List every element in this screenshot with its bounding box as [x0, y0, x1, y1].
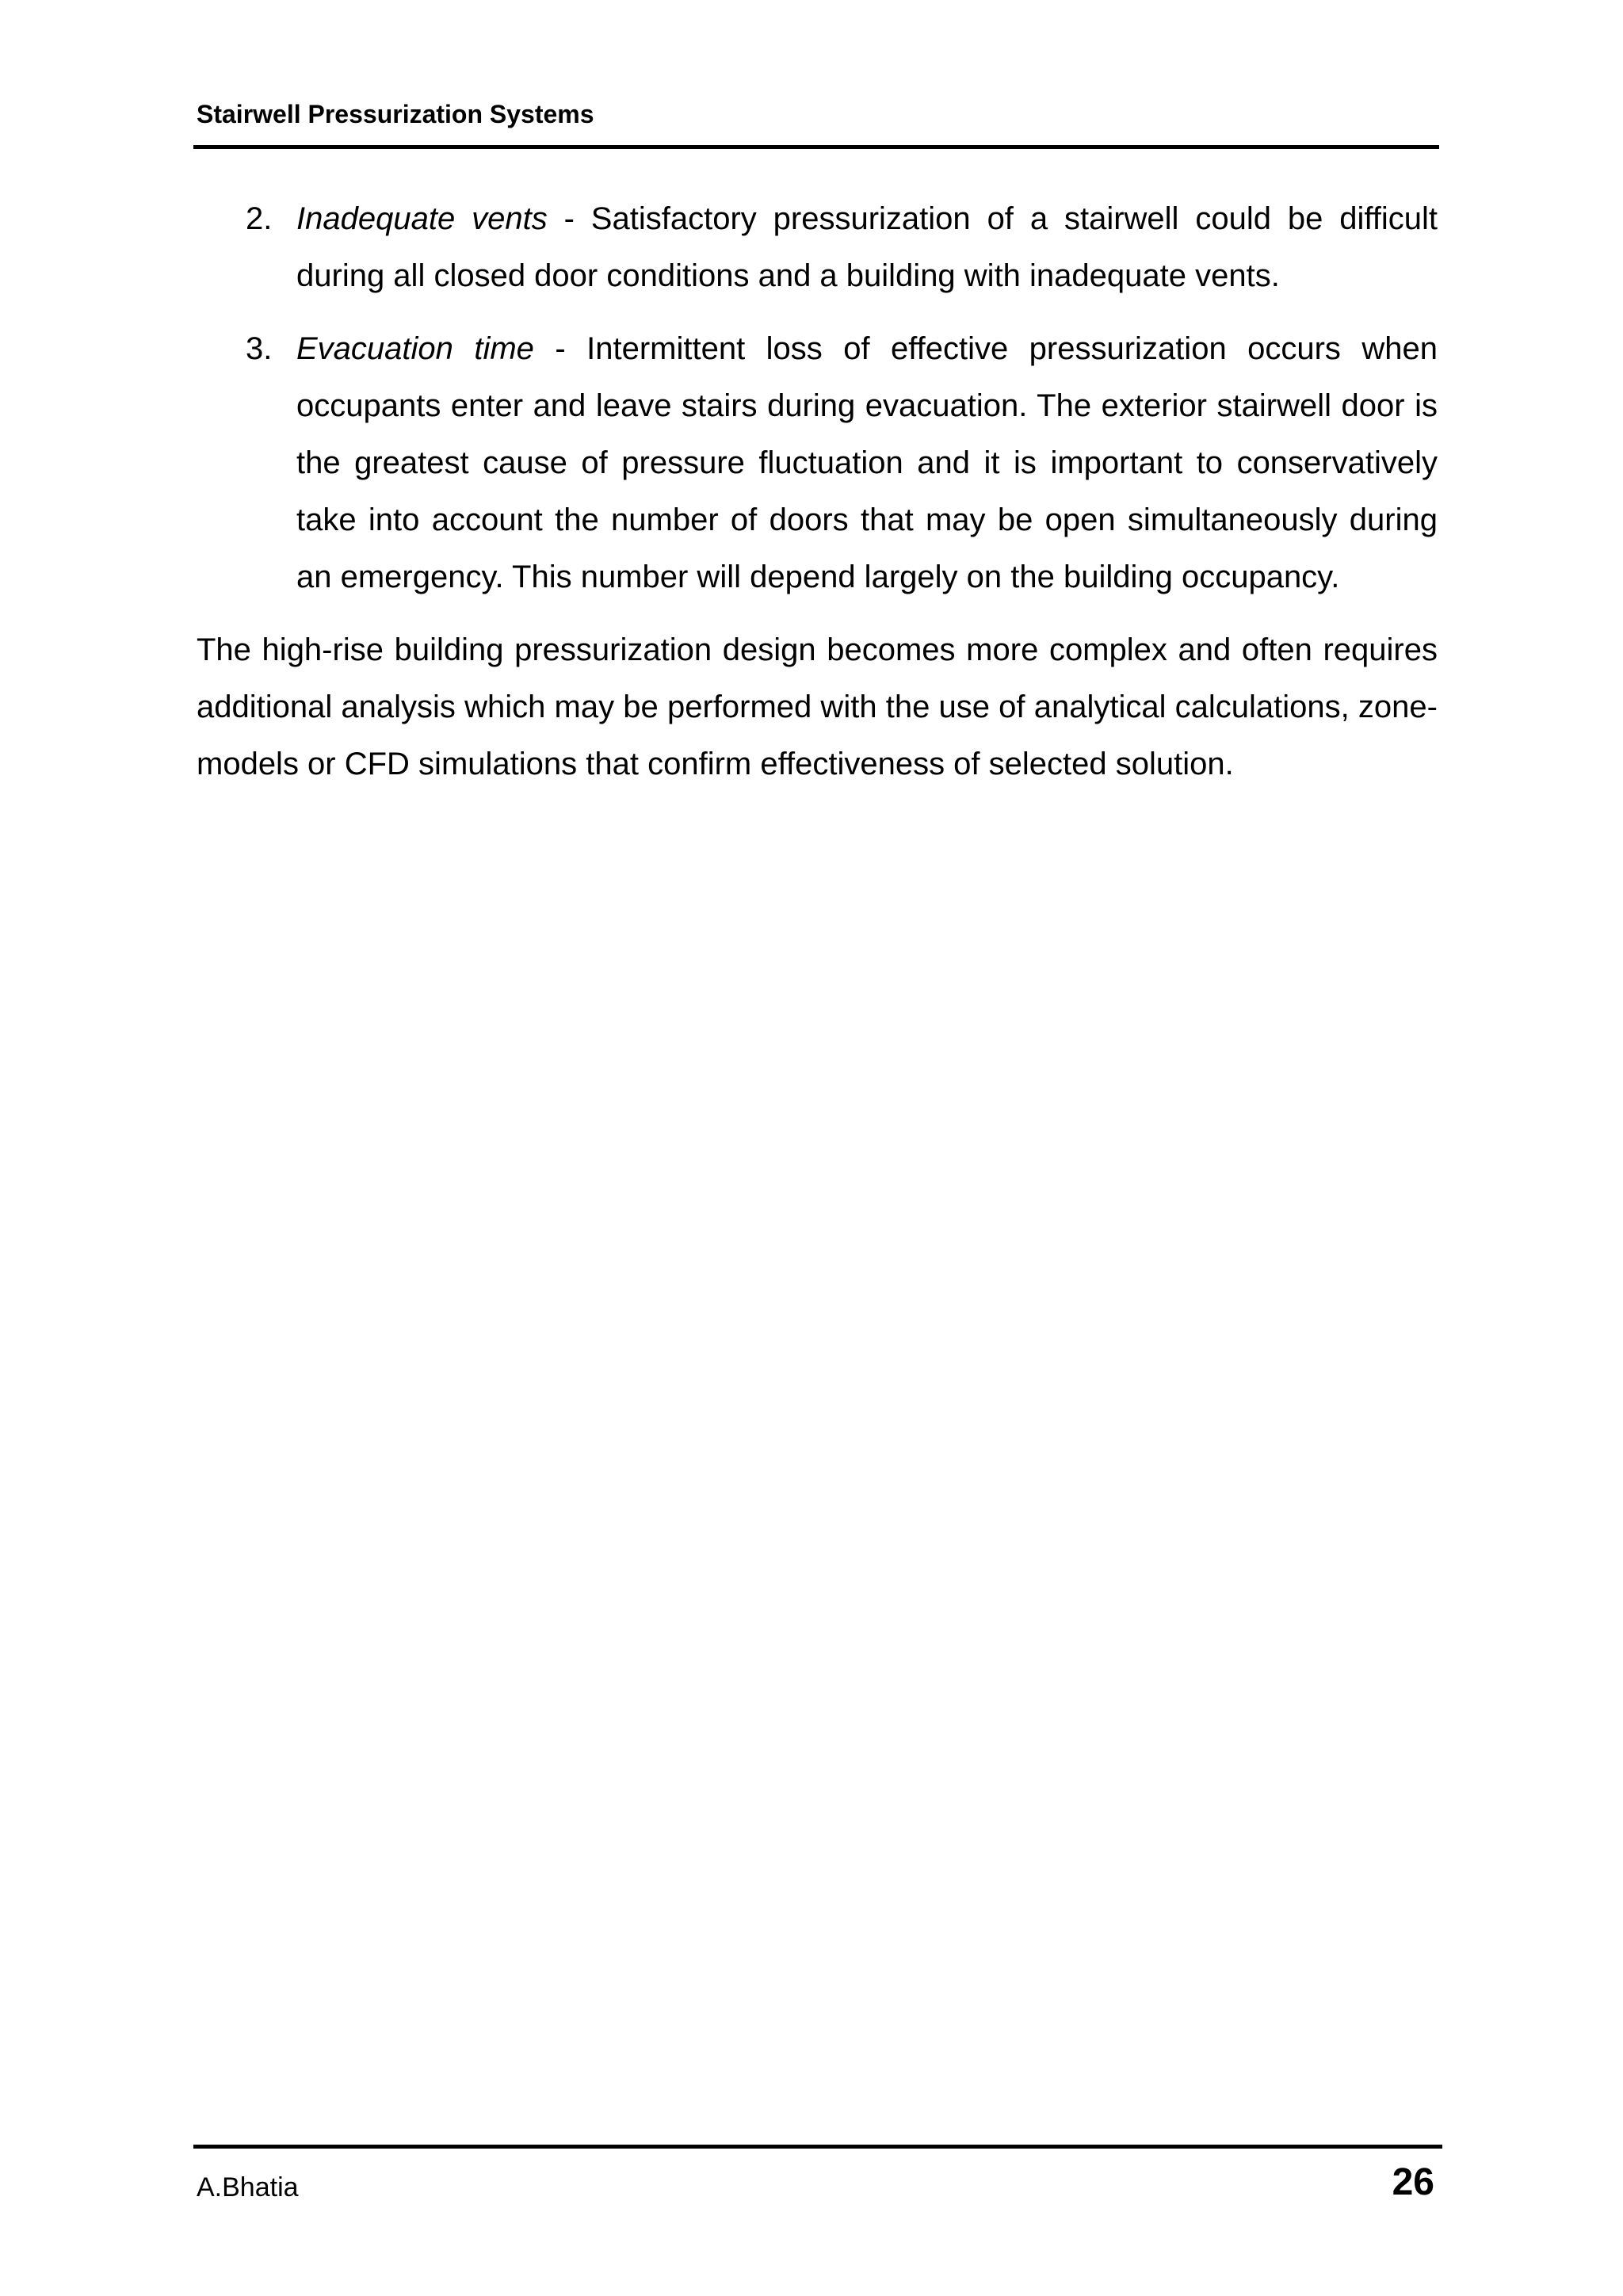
page-content — [197, 190, 1438, 793]
list-item-text: - Intermittent loss of effective pressurization occurs when occupants enter and leave stairs during evacuation. The exterior stairwell door is the greatest cause of pressure fluctuation and it is important to conservatively take into account the number of doors that may be open simultaneously during an emergency. This number will depend largely on the building occupancy. — [296, 331, 1438, 594]
running-header-title: Stairwell Pressurization Systems — [197, 100, 594, 128]
header-rule — [193, 145, 1439, 149]
page-number: 26 — [1392, 2161, 1434, 2203]
list-item — [197, 190, 1438, 304]
footer-rule — [193, 2145, 1442, 2149]
list-item-term: Evacuation time — [296, 331, 534, 366]
footer-author: A.Bhatia — [197, 2172, 299, 2202]
page-header — [197, 94, 1439, 151]
list-item-number: 2. — [246, 201, 273, 236]
body-paragraph: The high-rise building pressurization design becomes more complex and often requires additional analysis which may be performed with the use of analytical calculations, zone-models or CFD simulations that confirm effectiveness of selected solution. — [197, 632, 1438, 781]
list-item-number: 3. — [246, 331, 273, 366]
numbered-list — [197, 190, 1438, 606]
list-item — [197, 320, 1438, 606]
list-item-term: Inadequate vents — [296, 201, 548, 236]
list-item-text: - Satisfactory pressurization of a stairwell could be difficult during all closed door conditions and a building with inadequate vents. — [296, 201, 1438, 293]
page-footer — [193, 2145, 1442, 2216]
